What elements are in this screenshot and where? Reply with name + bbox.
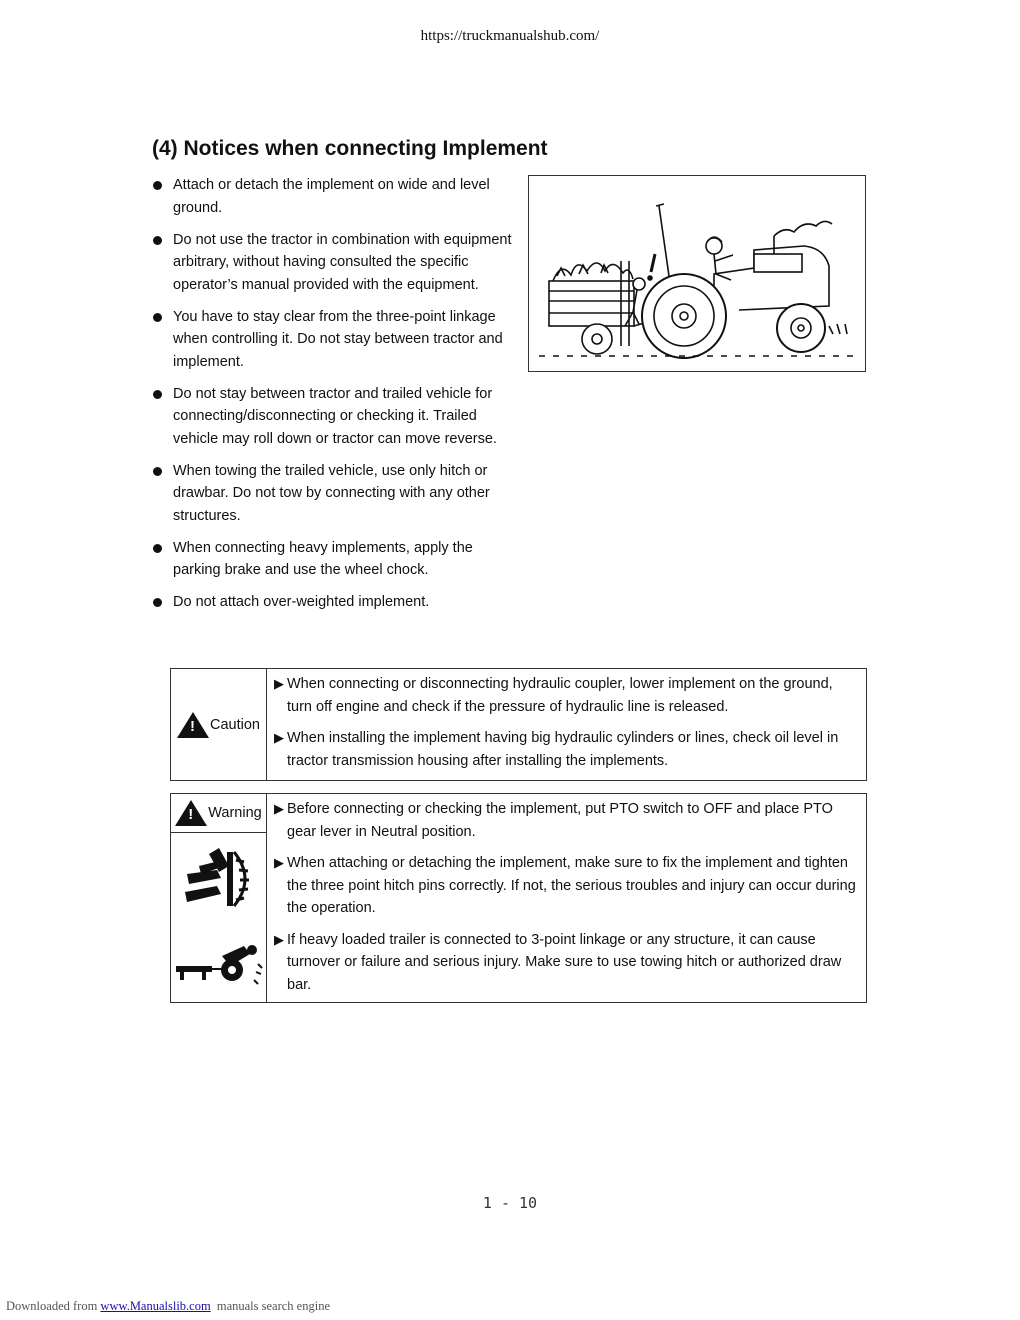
list-item: You have to stay clear from the three-point linkage when controlling it. Do not stay between tractor and implement. (152, 306, 512, 374)
arrow-right-icon: ▶ (274, 730, 284, 745)
footer-suffix: manuals search engine (216, 1299, 330, 1313)
bullet-icon (153, 181, 162, 190)
list-item: Do not stay between tractor and trailed vehicle for connecting/disconnecting or checking it. Trailed vehicle may roll down or tractor can move reverse. (152, 383, 512, 451)
arrow-right-icon: ▶ (274, 855, 284, 870)
caution-item: ▶ When connecting or disconnecting hydraulic coupler, lower implement on the ground, turn off engine and check if the pressure of hydraulic line is released. (274, 673, 858, 718)
bullet-icon (153, 390, 162, 399)
tractor-trailer-hazard-illustration (528, 175, 866, 372)
caution-triangle-icon: ! (177, 712, 209, 738)
caution-label-cell (171, 669, 266, 780)
bullet-icon (153, 236, 162, 245)
arrow-right-icon: ▶ (274, 676, 284, 691)
list-item: When towing the trailed vehicle, use only hitch or drawbar. Do not tow by connecting with any other structures. (152, 460, 512, 528)
section-title: (4) Notices when connecting Implement (152, 137, 548, 160)
tractor-illustration-icon (529, 176, 865, 371)
bullet-icon (153, 544, 162, 553)
warning-label-cell (171, 794, 266, 833)
warning-item: ▶ Before connecting or checking the implement, put PTO switch to OFF and place PTO gear lever in Neutral position. (274, 798, 858, 843)
list-item: Attach or detach the implement on wide and level ground. (152, 174, 512, 219)
list-item: Do not use the tractor in combination with equipment arbitrary, without having consulted the specific operator’s manual provided with the equipment. (152, 229, 512, 297)
warning-box (170, 793, 867, 1003)
warning-triangle-icon: ! (175, 800, 207, 826)
page-number: 1 - 10 (482, 1194, 538, 1212)
warning-item: ▶ If heavy loaded trailer is connected to 3-point linkage or any structure, it can cause turnover or failure and serious injury. Make sure to use towing hitch or authorized draw bar. (274, 929, 858, 997)
bullet-icon (153, 467, 162, 476)
warning-label: Warning (208, 805, 262, 821)
manualslib-link[interactable]: www.Manualslib.com (100, 1299, 211, 1313)
notice-list (152, 174, 512, 623)
bullet-icon (153, 598, 162, 607)
bullet-icon (153, 313, 162, 322)
arrow-right-icon: ▶ (274, 801, 284, 816)
header-url: https://truckmanualshub.com/ (420, 28, 600, 44)
trailer-tipping-icon (174, 940, 264, 988)
caution-item: ▶ When installing the implement having big hydraulic cylinders or lines, check oil level in tractor transmission housing after installing the implements. (274, 727, 858, 772)
warning-item: ▶ When attaching or detaching the implement, make sure to fix the implement and tighten the three point hitch pins correctly. If not, the serious troubles and injury can occur during the operation. (274, 852, 858, 920)
footer (6, 1299, 330, 1314)
arrow-right-icon: ▶ (274, 931, 284, 947)
caution-box (170, 668, 867, 781)
list-item: When connecting heavy implements, apply the parking brake and use the wheel chock. (152, 537, 512, 582)
footer-prefix: Downloaded from (6, 1299, 98, 1313)
caution-label: Caution (210, 716, 260, 733)
crush-hazard-icon (179, 844, 259, 914)
list-item: Do not attach over-weighted implement. (152, 591, 512, 614)
